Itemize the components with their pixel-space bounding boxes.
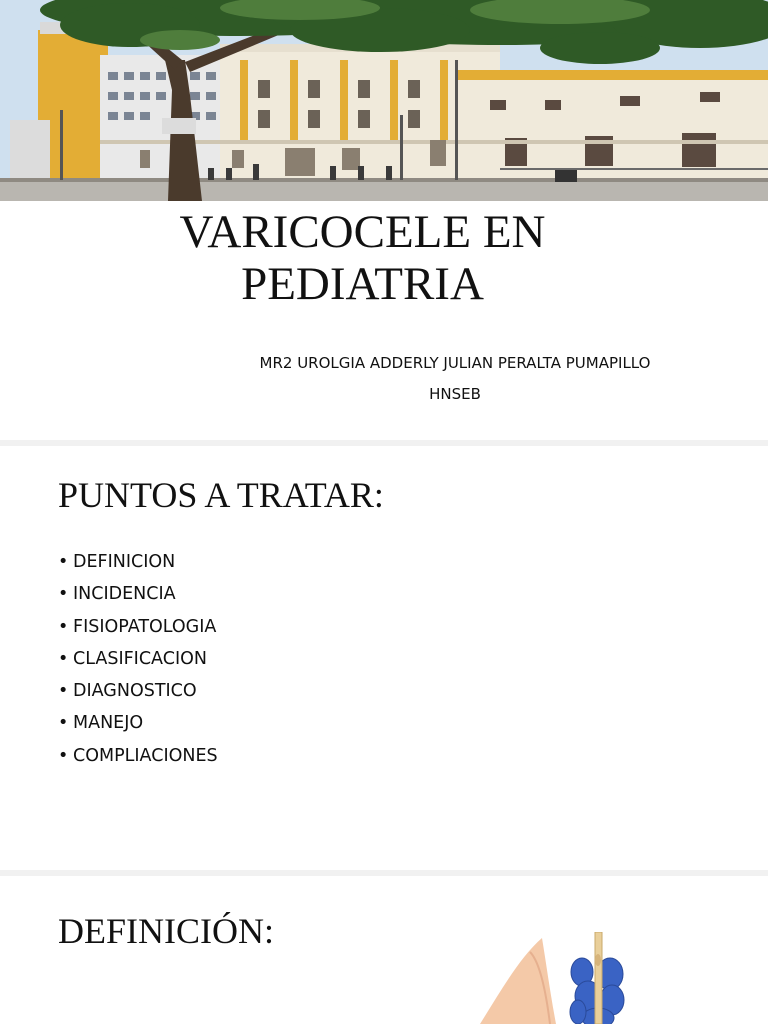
agenda-list (58, 546, 218, 772)
hospital-photo (0, 0, 768, 201)
agenda-item-clasificacion: • CLASIFICACION (58, 643, 218, 675)
varicocele-illustration (470, 932, 650, 1024)
presentation-title (130, 206, 595, 310)
agenda-item-fisiopatologia: • FISIOPATOLOGIA (58, 611, 218, 643)
institution-name: HNSEB (429, 385, 481, 403)
agenda-item-definicion: • DEFINICION (58, 546, 218, 578)
presentation-subtitle (240, 348, 670, 410)
agenda-item-diagnostico: • DIAGNOSTICO (58, 675, 218, 707)
title-line-1: VARICOCELE EN (179, 206, 546, 258)
author-name: MR2 UROLGIA ADDERLY JULIAN PERALTA PUMAPILLO (259, 354, 651, 372)
agenda-item-incidencia: • INCIDENCIA (58, 578, 218, 610)
agenda-item-complicaciones: • COMPLIACIONES (58, 740, 218, 772)
slide-title (0, 0, 768, 440)
agenda-heading: PUNTOS A TRATAR: (58, 475, 384, 515)
slide-agenda (0, 446, 768, 870)
agenda-item-manejo: • MANEJO (58, 707, 218, 739)
definition-heading: DEFINICIÓN: (58, 911, 274, 951)
title-line-2: PEDIATRIA (241, 258, 484, 310)
slide-definition (0, 876, 768, 1024)
